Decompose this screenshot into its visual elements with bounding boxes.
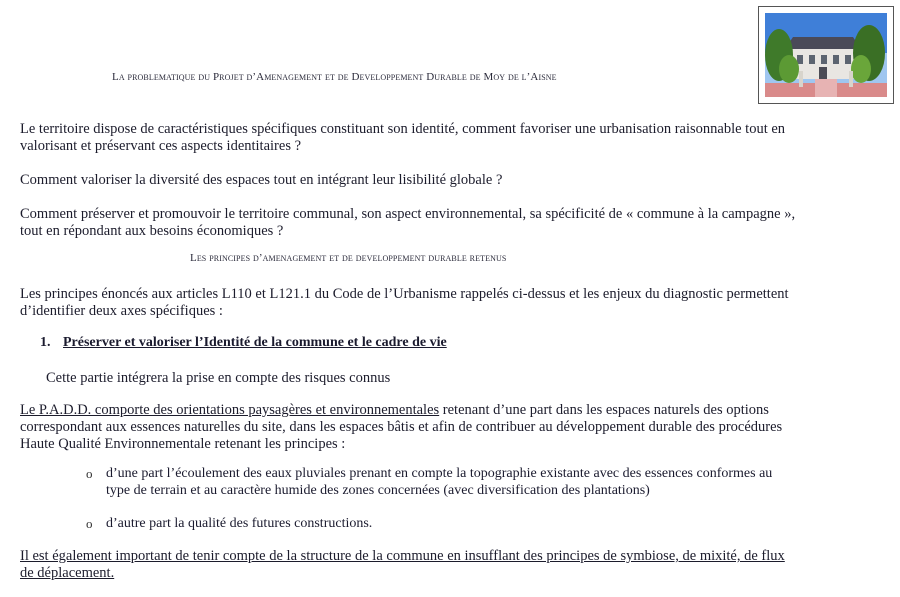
- town-hall-image: [765, 13, 887, 97]
- principles-intro: Les principes énoncés aux articles L110 et L121.1 du Code de l’Urbanisme rappelés ci-dessus et les enjeux du diagnostic permettent d’identifier deux axes spécifiques :: [20, 286, 789, 319]
- section-note: Cette partie intégrera la prise en compte des risques connus: [46, 370, 391, 386]
- heading-problematique: La problematique du Projet d’Amenagement et de Developpement Durable de Moy de l’Aisne: [112, 71, 557, 83]
- closing-paragraph: Il est également important de tenir compte de la structure de la commune en insufflant des principes de symbiose, de mixité, de flux de déplacement.: [20, 548, 785, 581]
- padd-paragraph: [20, 402, 810, 453]
- padd-rest-text: retenant d’une part dans les espaces naturels des options correspondant aux essences naturelles du site, dans les espaces bâtis et afin de contribuer au développement durable des procédures Haute Qualité Environnementale retenant les principes :: [20, 402, 783, 452]
- intro-question-3: Comment préserver et promouvoir le territoire communal, son aspect environnemental, sa spécificité de « commune à la campagne », tout en répondant aux besoins économiques ?: [20, 206, 796, 239]
- bullet-marker: o: [86, 466, 93, 481]
- padd-underlined-text: Le P.A.D.D. comporte des orientations paysagères et environnementales: [20, 402, 440, 418]
- bullet-marker: o: [86, 516, 93, 531]
- section-number: 1.: [40, 335, 51, 350]
- heading-principes: Les principes d’amenagement et de developpement durable retenus: [190, 252, 507, 264]
- intro-question-2: Comment valoriser la diversité des espaces tout en intégrant leur lisibilité globale ?: [20, 172, 503, 188]
- bullet-item-1: d’une part l’écoulement des eaux pluviales prenant en compte la topographie existante avec des essences conformes au type de terrain et au caractère humide des zones concernées (avec diversification des plantations): [106, 466, 773, 498]
- intro-question-1: Le territoire dispose de caractéristiques spécifiques constituant son identité, comment favoriser une urbanisation raisonnable tout en valorisant et préservant ces aspects identitaires ?: [20, 121, 786, 154]
- section-title: Préserver et valoriser l’Identité de la commune et le cadre de vie: [63, 335, 447, 350]
- town-hall-photo: [758, 6, 894, 104]
- bullet-item-2: d’autre part la qualité des futures constructions.: [106, 516, 373, 531]
